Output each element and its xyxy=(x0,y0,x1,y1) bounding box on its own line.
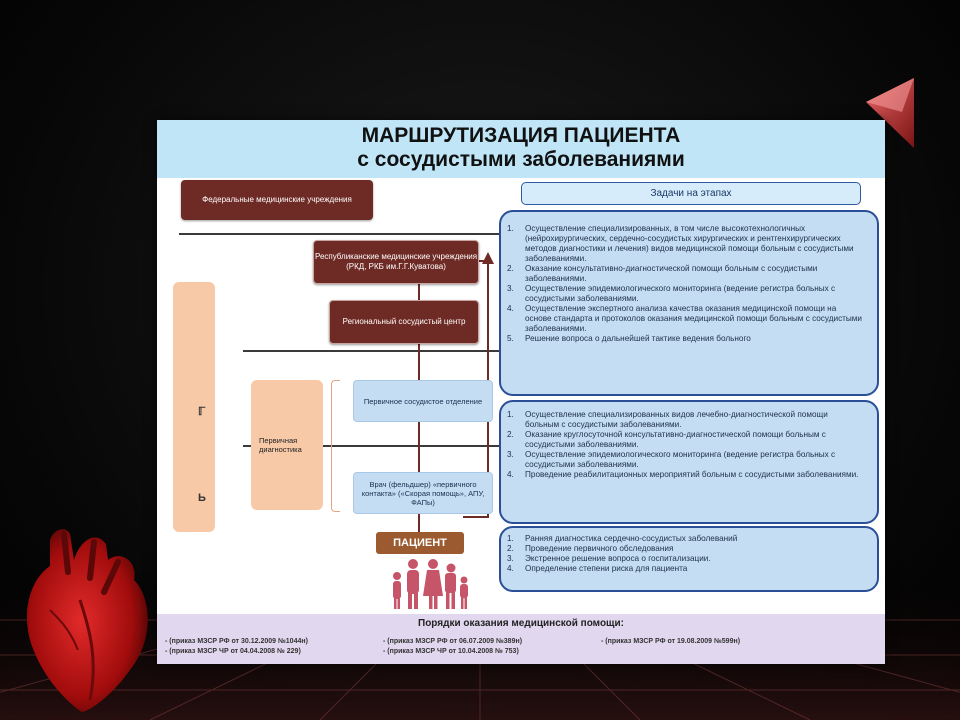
task-item: 3. Осуществление эпидемиологического мониторинга (ведение регистра больных с сосудистыми заболеваниями. xyxy=(507,284,836,303)
task-item: 4. Осуществление экспертного анализа качества оказания медицинской помощи на основе стандарта и протоколов оказания медицинской помощи больным с сосудистыми заболеваниями. xyxy=(507,304,863,333)
patient-label: ПАЦИЕНТ xyxy=(376,532,464,554)
connector-primary-regional xyxy=(418,342,420,380)
title-line-2: с сосудистыми заболеваниями xyxy=(357,148,685,171)
primary-vascular-department-box: Первичное сосудистое отделение xyxy=(353,380,493,422)
federal-institutions-box: Федеральные медицинские учреждения xyxy=(181,180,373,220)
slide-header xyxy=(157,120,885,178)
connector-right-base xyxy=(463,516,489,518)
slide-panel xyxy=(157,120,885,664)
footer-title: Порядки оказания медицинской помощи: xyxy=(418,618,624,629)
stage-1-tasks xyxy=(499,210,879,396)
divider-line-2 xyxy=(243,350,499,352)
task-item: 4. Проведение реабилитационных мероприятий больным с сосудистыми заболеваниями. xyxy=(507,470,859,479)
footer-ref: - (приказ МЗСР РФ от 30.12.2009 №1044н) xyxy=(165,638,308,645)
side-symbol-1: ℾ xyxy=(198,406,206,418)
connector-regional-republican xyxy=(418,282,420,300)
task-item: 1. Осуществление специализированных видов лечебно-диагностической помощи больным с сосудистыми заболеваниями. xyxy=(507,410,828,429)
connector-patient-doctor xyxy=(418,512,420,532)
divider-line-1 xyxy=(179,233,499,235)
task-item: 4. Определение степени риска для пациента xyxy=(507,564,688,573)
side-panel-left xyxy=(173,282,215,532)
primary-diagnostics-label: Первичная диагностика xyxy=(259,436,302,454)
task-item: 5. Решение вопроса о дальнейшей тактике ведения больного xyxy=(507,334,751,343)
stage-3-tasks xyxy=(499,526,879,592)
footer-ref: - (приказ МЗСР РФ от 19.08.2009 №599н) xyxy=(601,638,741,645)
task-item: 3. Осуществление эпидемиологического мониторинга (ведение регистра больных с сосудистыми заболеваниями. xyxy=(507,450,836,469)
footer-ref: - (приказ МЗСР ЧР от 04.04.2008 № 229) xyxy=(165,648,301,655)
first-contact-doctor-box: Врач (фельдшер) «первичного контакта» («Скорая помощь», АПУ, ФАПы) xyxy=(353,472,493,514)
task-item: 1. Осуществление специализированных, в том числе высокотехнологичных (нейрохирургических, сердечно-сосудистых хирургических и рентгенхирургических методов диагностики и лечения) видов медицинской помощи больным с сосудистыми заболеваниями. xyxy=(507,224,854,263)
family-icon xyxy=(387,556,471,610)
heart-icon xyxy=(20,520,160,715)
footer-ref: - (приказ МЗСР РФ от 06.07.2009 №389н) xyxy=(383,638,523,645)
task-item: 2. Оказание круглосуточной консультативно-диагностической помощи больным с сосудистыми заболеваниями. xyxy=(507,430,826,449)
side-symbol-2: Ь xyxy=(198,492,206,504)
bracket xyxy=(331,380,340,512)
stage-2-tasks xyxy=(499,400,879,524)
republican-institutions-box: Республиканские медицинские учреждения (РКД, РКБ им.Г.Г.Куватова) xyxy=(313,240,479,284)
task-item: 3. Экстренное решение вопроса о госпитализации. xyxy=(507,554,711,563)
title-line-1: МАРШРУТИЗАЦИЯ ПАЦИЕНТА xyxy=(361,124,681,147)
footer-panel xyxy=(157,614,885,664)
connector-doctor-primary xyxy=(418,420,420,472)
task-item: 2. Оказание консультативно-диагностической помощи больным с сосудистыми заболеваниями. xyxy=(507,264,818,283)
footer-ref: - (приказ МЗСР ЧР от 10.04.2008 № 753) xyxy=(383,648,519,655)
arrow-up-icon xyxy=(482,252,494,264)
tasks-header: Задачи на этапах xyxy=(521,182,861,205)
regional-vascular-center-box: Региональный сосудистый центр xyxy=(329,300,479,344)
task-item: 1. Ранняя диагностика сердечно-сосудистых заболеваний xyxy=(507,534,738,543)
task-item: 2. Проведение первичного обследования xyxy=(507,544,674,553)
